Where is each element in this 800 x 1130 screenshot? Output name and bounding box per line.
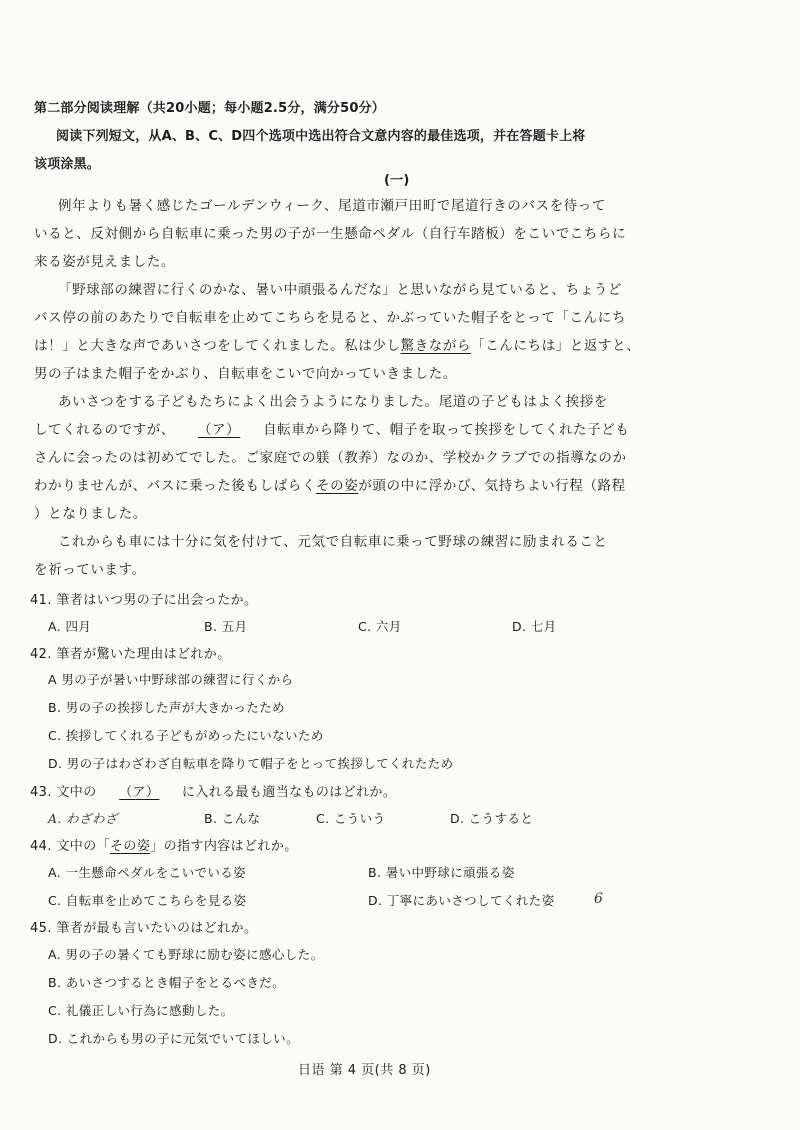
passage-line: 男の子はまた帽子をかぶり、自転車をこいで向かっていきました。 [34,366,457,382]
passage-text: は！」と大きな声であいさつをしてくれました。私は少し [34,338,401,354]
question-text: 43. 文中の [30,785,97,800]
question-stem [30,786,396,799]
option-c[interactable]: C. こういう [316,811,386,826]
passage-text: わかりませんが、バスに乗った後もしばらく [34,478,316,494]
blank-a: （ア） [119,785,160,800]
option-d[interactable]: D. 丁寧にあいさつしてくれた姿 [368,893,555,908]
question-stem: 41. 筆者はいつ男の子に出会ったか。 [30,593,258,608]
underlined-phrase: 驚きながら [400,338,472,354]
section-instruction-cont: 该项涂黑。 [34,157,101,172]
question-stem: 42. 筆者が驚いた理由はどれか。 [30,647,231,662]
option-b[interactable]: B. こんな [204,811,261,826]
section-title: 第二部分阅读理解（共20小题；每小题2.5分，满分50分） [34,101,386,116]
option-a[interactable]: A. 男の子の暑くても野球に励む姿に感心した。 [48,947,324,962]
option-c[interactable]: C. 自転車を止めてこちらを見る姿 [48,893,247,908]
passage-line [34,424,629,438]
passage-line: これからも車には十分に気を付けて、元気で自転車に乗って野球の練習に励まれること [58,534,608,550]
passage-line: さんに会ったのは初めてでした。ご家庭での躾（教养）なのか、学校かクラブでの指導なのか [34,450,627,466]
option-d[interactable]: D. 男の子はわざわざ自転車を降りて帽子をとって挨拶してくれたため [48,756,454,771]
passage-line: 来る姿が見えました。 [34,254,175,270]
page-footer: 日语 第 4 页(共 8 页) [298,1063,431,1078]
passage-line [34,340,640,354]
section-instruction: 阅读下列短文，从A、B、C、D四个选项中选出符合文意内容的最佳选项，并在答题卡上将 [56,129,586,144]
blank-a: （ア） [197,422,241,438]
passage-number: (一) [384,173,410,188]
question-text: 」の指す内容はどれか。 [150,839,298,854]
option-b[interactable]: B. 男の子の挨拶した声が大きかったため [48,700,286,715]
option-c[interactable]: C. 六月 [358,619,402,634]
option-a[interactable]: A. 一生懸命ペダルをこいでいる姿 [48,865,247,880]
option-c[interactable]: C. 挨拶してくれる子どもがめったにいないため [48,728,324,743]
passage-line [34,480,626,494]
option-b[interactable]: B. 暑い中野球に頑張る姿 [368,865,515,880]
option-d[interactable]: D. 七月 [512,619,557,634]
option-a[interactable]: A. 四月 [48,619,92,634]
option-b[interactable]: B. あいさつするとき帽子をとるべきだ。 [48,975,286,990]
passage-text: してくれるのですが、 [34,422,175,438]
passage-line: ）となりました。 [34,506,147,522]
passage-text: 自転車から降りて、帽子を取って挨拶をしてくれた子ども [263,422,630,438]
handwritten-mark: 6 [594,891,604,907]
option-a[interactable]: A 男の子が暑い中野球部の練習に行くから [48,672,294,687]
question-stem [30,840,298,853]
option-c[interactable]: C. 礼儀正しい行為に感動した。 [48,1003,234,1018]
option-d[interactable]: D. これからも男の子に元気でいてほしい。 [48,1031,299,1046]
passage-line: を祈っています。 [34,562,146,578]
passage-text: 「こんにちは」と返すと、 [471,338,641,354]
passage-line: バス停の前のあたりで自転車を止めてこちらを見ると、かぶっていた帽子をとって「こんにち [34,310,626,326]
underlined-phrase: その姿 [110,839,151,854]
option-a[interactable]: A. わざわざ [48,811,118,826]
passage-line: いると、反対側から自転車に乗った男の子が一生懸命ペダル（自行车踏板）をこいでこちらに [34,226,627,242]
option-d[interactable]: D. こうすると [450,811,534,826]
question-text: 44. 文中の「 [30,839,111,854]
question-text: に入れる最も適当なものはどれか。 [181,785,397,800]
underlined-phrase: その姿 [316,478,359,494]
option-b[interactable]: B. 五月 [204,619,248,634]
passage-line: あいさつをする子どもたちによく出会うようになりました。尾道の子どもはよく挨拶を [58,394,608,410]
passage-line: 「野球部の練習に行くのかな、暑い中頑張るんだな」と思いながら見ていると、ちょうど [58,282,622,298]
passage-text: が頭の中に浮かび、気持ちよい行程（路程 [358,478,626,494]
passage-line: 例年よりも暑く感じたゴールデンウィーク、尾道市瀬戸田町で尾道行きのバスを待って [58,198,607,214]
question-stem: 45. 筆者が最も言いたいのはどれか。 [30,921,258,936]
